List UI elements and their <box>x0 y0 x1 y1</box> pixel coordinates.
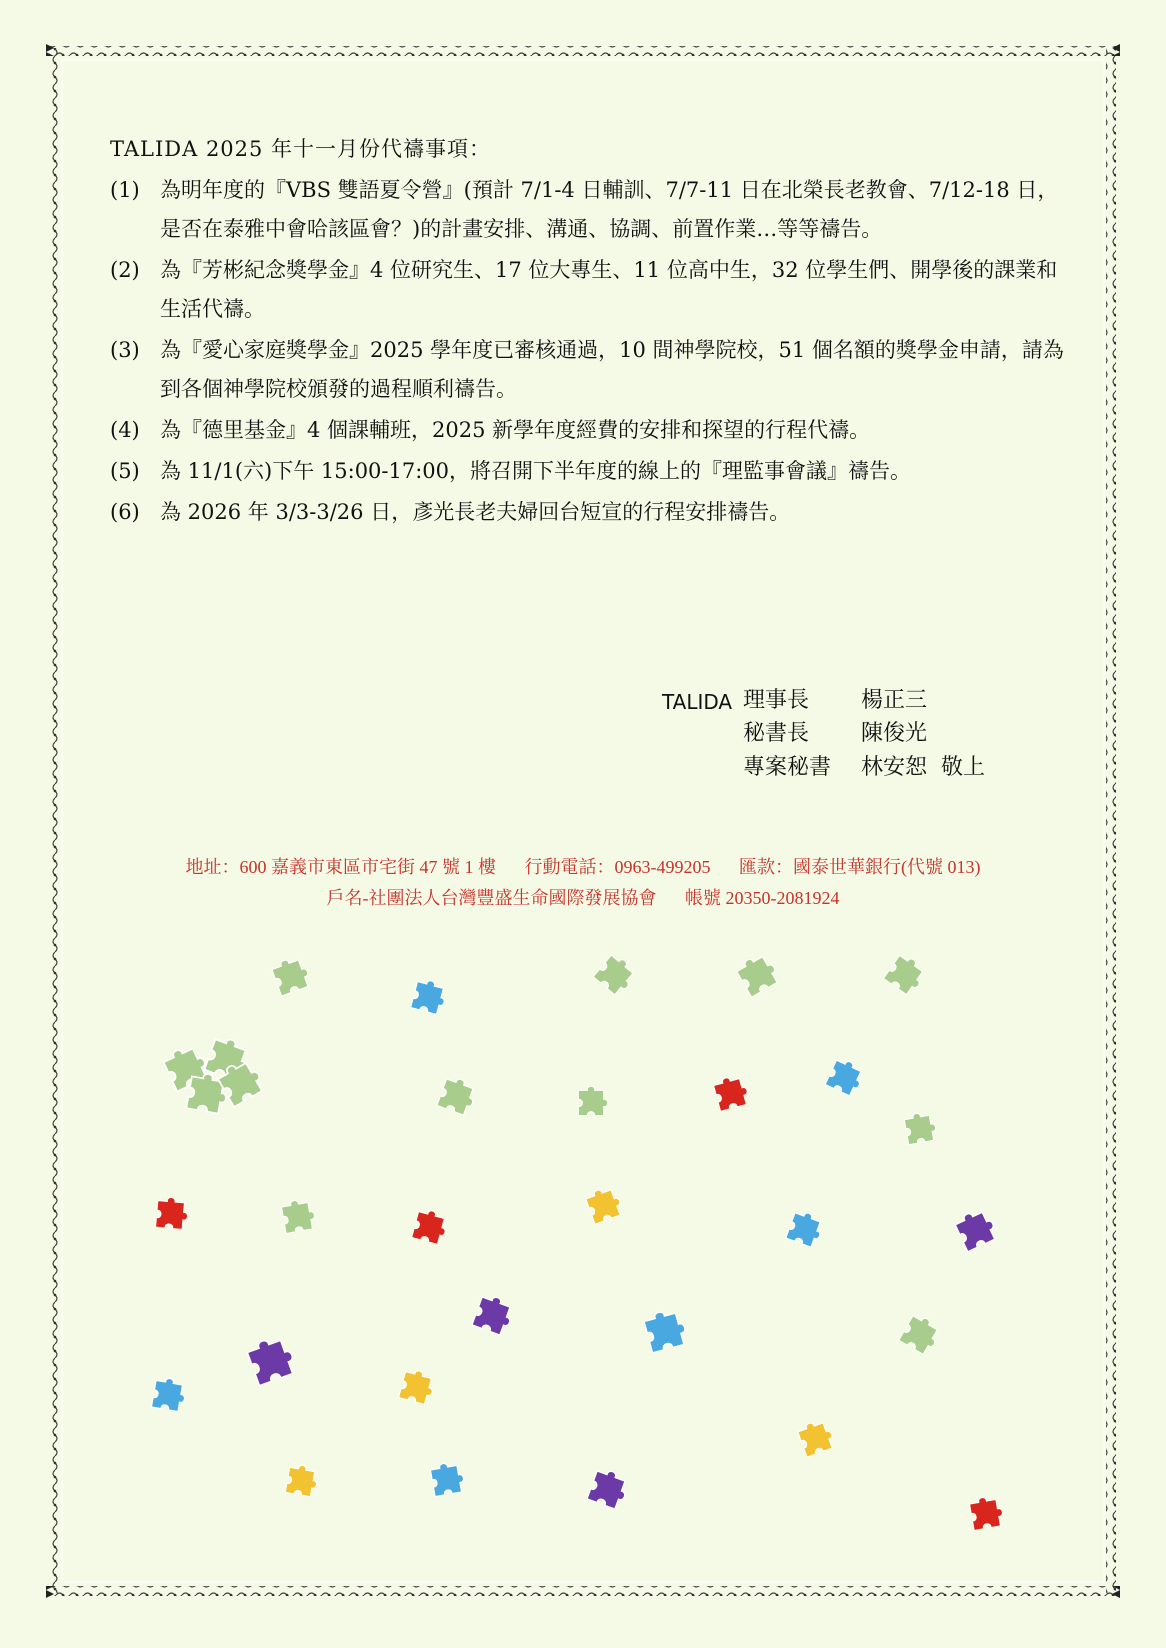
puzzle-piece-icon <box>587 1467 631 1511</box>
item-text: 為 2026 年 3/3-3/26 日，彥光長老夫婦回台短宣的行程安排禱告。 <box>160 500 791 524</box>
puzzle-piece-icon <box>643 1307 689 1353</box>
puzzle-piece-icon <box>472 1293 516 1337</box>
item-number: (5) <box>110 459 140 483</box>
footer-account-number: 帳號 20350-2081924 <box>685 888 840 908</box>
item-text: 為明年度的『VBS 雙語夏令營』(預計 7/1-4 日輔訓、7/7-11 日在北榮長老教會、7/12-18 日，是否在泰雅中會哈該區會？)的計畫安排、溝通、協調、前置作業…等等禱告。 <box>160 178 1059 241</box>
puzzle-piece-icon <box>246 1333 298 1385</box>
page-heading: TALIDA 2025 年十一月份代禱事項： <box>110 137 492 161</box>
puzzle-piece-icon <box>713 1073 751 1111</box>
item-text: 為『愛心家庭獎學金』2025 學年度已審核通過，10 間神學院校，51 個名額的獎學金申請，請為到各個神學院校頒發的過程順利禱告。 <box>160 338 1064 401</box>
signature-name: 楊正三 <box>861 688 928 713</box>
item-number: (4) <box>110 418 140 442</box>
puzzle-piece-icon <box>281 1198 317 1234</box>
puzzle-piece-icon <box>969 1495 1005 1531</box>
item-number: (1) <box>110 178 140 202</box>
puzzle-piece-icon <box>953 1206 998 1251</box>
puzzle-piece-icon <box>411 978 449 1016</box>
puzzle-piece-icon <box>899 1312 943 1356</box>
item-text: 為『德里基金』4 個課輔班，2025 新學年度經費的安排和探望的行程代禱。 <box>160 418 871 442</box>
footer-account-name: 戶名-社團法人台灣豐盛生命國際發展協會 <box>326 888 657 908</box>
puzzle-piece-icon <box>156 1196 189 1229</box>
footer-address: 地址：600 嘉義市東區市宅街 47 號 1 樓 <box>185 857 496 877</box>
puzzle-piece-icon <box>786 1209 826 1249</box>
signature-name: 陳俊光 <box>861 721 928 746</box>
puzzle-piece-icon <box>271 954 313 996</box>
item-number: (6) <box>110 500 140 524</box>
puzzle-piece-icon <box>825 1056 866 1097</box>
puzzle-piece-icon <box>578 1086 607 1115</box>
puzzle-piece-icon <box>584 1184 624 1224</box>
puzzle-piece-icon <box>430 1461 466 1497</box>
puzzle-piece-icon <box>735 950 782 997</box>
puzzle-piece-icon <box>904 1111 938 1145</box>
puzzle-piece-icon <box>796 1417 836 1457</box>
item-text: 為『芳彬紀念獎學金』4 位研究生、17 位大專生、11 位高中生，32 位學生們、開學後的課業和生活代禱。 <box>160 258 1058 321</box>
puzzle-piece-icon <box>412 1208 450 1246</box>
footer-phone: 行動電話：0963-499205 <box>524 857 711 877</box>
puzzle-piece-icon <box>437 1075 479 1117</box>
footer-bank: 匯款：國泰世華銀行(代號 013) <box>739 857 981 877</box>
puzzle-piece-icon <box>399 1368 437 1406</box>
puzzle-piece-icon <box>593 952 639 998</box>
signature-role: 秘書長 <box>743 721 810 746</box>
puzzle-piece-icon <box>285 1463 319 1497</box>
signature-name: 林安恕 敬上 <box>861 755 985 780</box>
signature-org: TALIDA <box>662 690 733 714</box>
item-text: 為 11/1(六)下午 15:00-17:00，將召開下半年度的線上的『理監事會議』禱告。 <box>160 459 912 483</box>
puzzle-piece-icon <box>884 952 929 997</box>
puzzle-piece-icon <box>152 1376 188 1412</box>
item-number: (3) <box>110 338 140 362</box>
signature-role: 理事長 <box>743 688 810 713</box>
signature-role: 專案秘書 <box>743 755 832 780</box>
item-number: (2) <box>110 258 140 282</box>
